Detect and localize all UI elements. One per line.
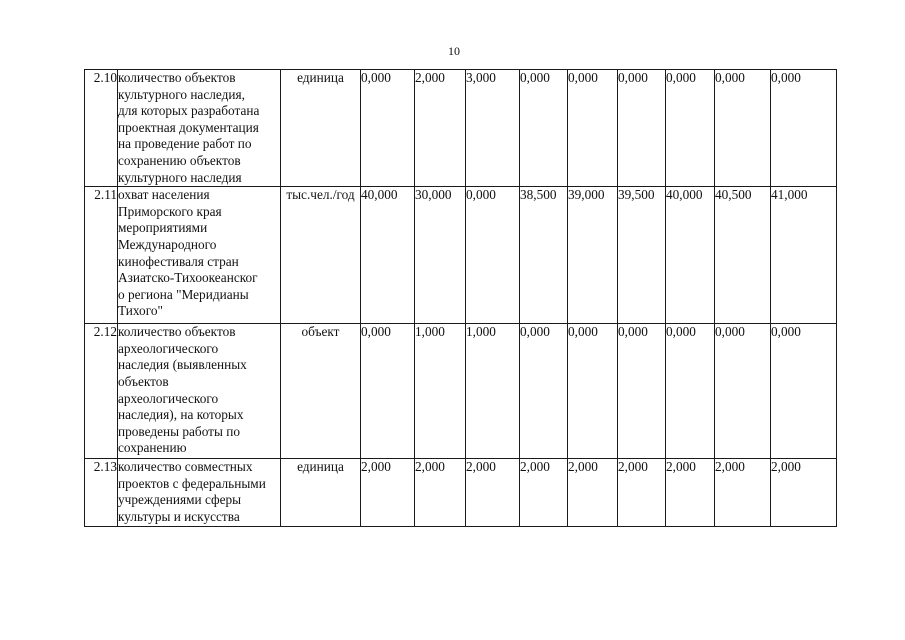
value-cell: 40,000 — [361, 187, 415, 324]
value-cell: 2,000 — [466, 459, 520, 526]
value-cell: 2,000 — [415, 459, 466, 526]
value-cell: 0,000 — [361, 70, 415, 187]
table-row — [85, 459, 837, 526]
value-cell: 0,000 — [715, 70, 771, 187]
value-cell: 0,000 — [568, 324, 618, 459]
value-cell: 0,000 — [666, 70, 715, 187]
row-number: 2.12 — [85, 324, 118, 459]
indicator-name: количество объектов археологического наследия (выявленных объектов археологического наследия), на которых проведены работы по сохранению — [118, 324, 281, 459]
value-cell: 2,000 — [618, 459, 666, 526]
value-cell: 1,000 — [415, 324, 466, 459]
value-cell: 0,000 — [715, 324, 771, 459]
value-cell: 0,000 — [666, 324, 715, 459]
value-cell: 2,000 — [520, 459, 568, 526]
value-cell: 0,000 — [520, 70, 568, 187]
indicators-table — [84, 69, 837, 527]
value-cell: 0,000 — [771, 70, 837, 187]
row-number: 2.13 — [85, 459, 118, 526]
value-cell: 2,000 — [666, 459, 715, 526]
value-cell: 2,000 — [415, 70, 466, 187]
table-row — [85, 70, 837, 187]
value-cell: 38,500 — [520, 187, 568, 324]
indicator-name: количество совместных проектов с федеральными учреждениями сферы культуры и искусства — [118, 459, 281, 526]
value-cell: 41,000 — [771, 187, 837, 324]
value-cell: 2,000 — [568, 459, 618, 526]
value-cell: 0,000 — [520, 324, 568, 459]
row-number: 2.11 — [85, 187, 118, 324]
value-cell: 2,000 — [715, 459, 771, 526]
value-cell: 2,000 — [771, 459, 837, 526]
value-cell: 40,000 — [666, 187, 715, 324]
value-cell: 0,000 — [466, 187, 520, 324]
table-row — [85, 324, 837, 459]
indicator-name: охват населения Приморского края мероприятиями Международного кинофестиваля стран Азиатско-Тихоокеанског о региона "Меридианы Тихого" — [118, 187, 281, 324]
page-number: 10 — [448, 44, 460, 58]
value-cell: 0,000 — [361, 324, 415, 459]
value-cell: 40,500 — [715, 187, 771, 324]
value-cell: 39,000 — [568, 187, 618, 324]
value-cell: 0,000 — [568, 70, 618, 187]
value-cell: 30,000 — [415, 187, 466, 324]
value-cell: 3,000 — [466, 70, 520, 187]
unit-cell: объект — [281, 324, 361, 459]
row-number: 2.10 — [85, 70, 118, 187]
value-cell: 1,000 — [466, 324, 520, 459]
unit-cell: единица — [281, 70, 361, 187]
unit-cell: единица — [281, 459, 361, 526]
indicator-name: количество объектов культурного наследия, для которых разработана проектная документация на проведение работ по сохранению объектов культурного наследия — [118, 70, 281, 187]
value-cell: 0,000 — [618, 324, 666, 459]
value-cell: 39,500 — [618, 187, 666, 324]
value-cell: 0,000 — [618, 70, 666, 187]
unit-cell: тыс.чел./год — [281, 187, 361, 324]
value-cell: 0,000 — [771, 324, 837, 459]
value-cell: 2,000 — [361, 459, 415, 526]
table-row — [85, 187, 837, 324]
